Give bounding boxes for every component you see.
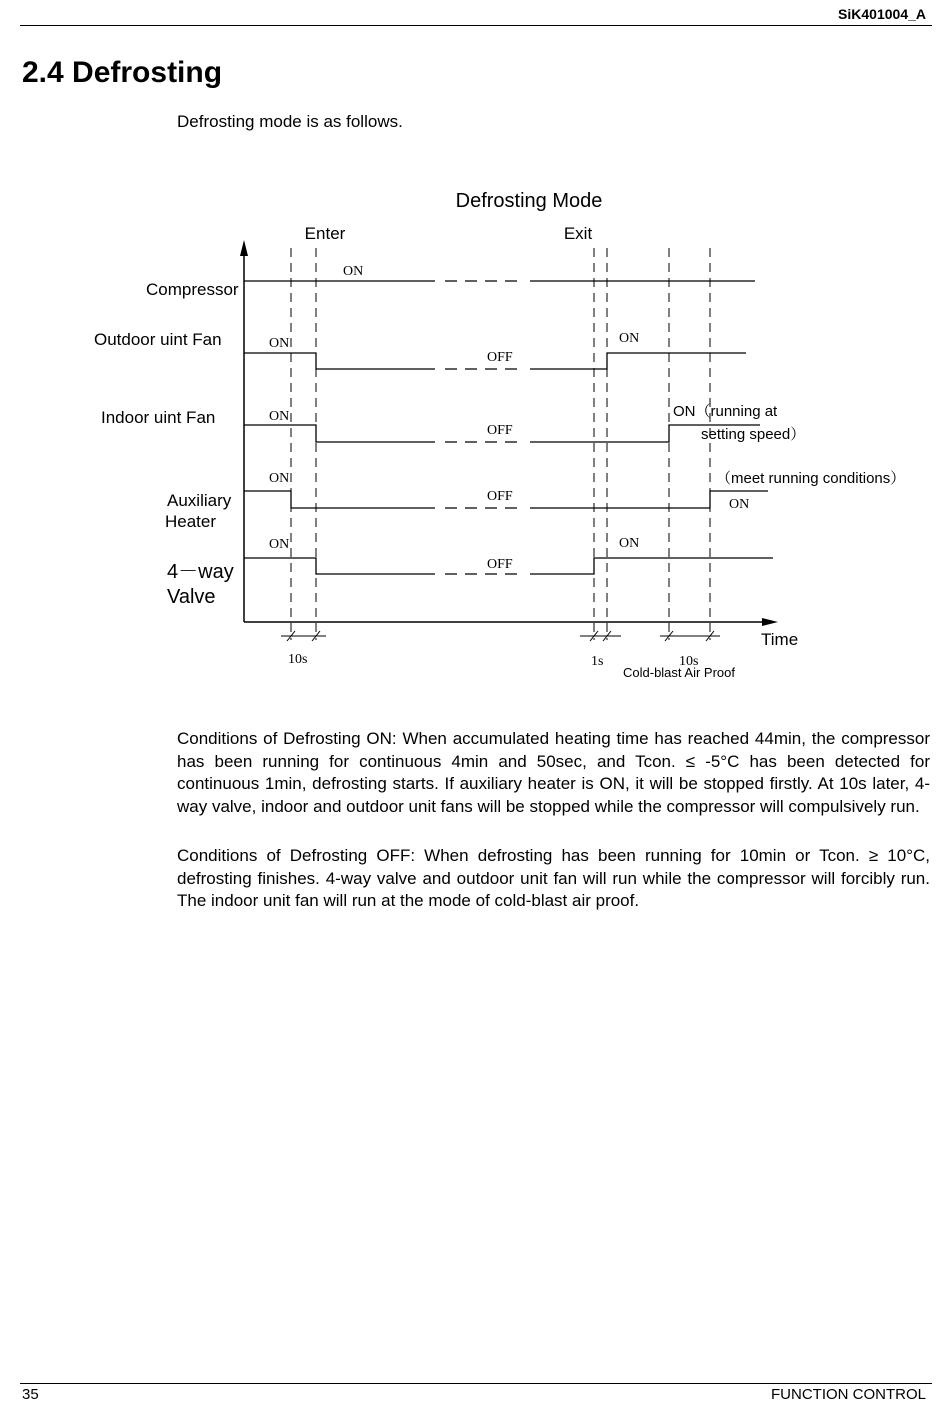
outdoor-fan-on-label: ON	[269, 336, 290, 351]
row-label-valve-1: 4－way	[167, 561, 234, 583]
indoor-fan-on-label: ON	[269, 409, 290, 424]
header-rule	[20, 25, 932, 26]
footer-section-name: FUNCTION CONTROL	[771, 1386, 926, 1403]
section-title: 2.4 Defrosting	[22, 56, 223, 89]
x-axis-arrow	[762, 618, 778, 626]
row-label-outdoor-fan: Outdoor uint Fan	[94, 330, 222, 349]
row-label-aux-heater-1: Auxiliary	[167, 491, 232, 510]
outdoor-fan-on-again-label: ON	[619, 331, 640, 346]
aux-heater-meet-label: （meet running conditions）	[716, 470, 906, 487]
enter-delay-label: 10s	[288, 652, 308, 667]
defrost-off-conditions: Conditions of Defrosting OFF: When defrosting has been running for 10min or Tcon. ≥ 10°C, defrosting finishes. 4-way valve and outdoor unit fan will run while the compressor will forcibly run. The indoor unit fan will run at the mode of cold-blast air proof.	[177, 846, 930, 910]
row-label-valve-2: Valve	[167, 586, 216, 608]
defrost-on-conditions: Conditions of Defrosting ON: When accumulated heating time has reached 44min, the compressor has been running for continuous 4min and 50sec, and Tcon. ≤ -5°C has been detected for continuous 1min, defrosting starts. If auxiliary heater is ON, it will be stopped firstly. At 10s later, 4-way valve, indoor and outdoor unit fans will be stopped while the compressor will compulsively run.	[177, 729, 930, 816]
intro-text: Defrosting mode is as follows.	[177, 112, 403, 131]
valve-on-label: ON	[269, 537, 290, 552]
row-label-aux-heater-2: Heater	[165, 512, 217, 531]
cold-blast-label: Cold-blast Air Proof	[623, 665, 735, 680]
indoor-fan-running-label-1: ON（running at	[673, 403, 778, 420]
diagram-title: Defrosting Mode	[455, 190, 603, 212]
defrosting-timing-diagram	[0, 180, 950, 690]
outdoor-fan-off-label: OFF	[487, 350, 513, 365]
enter-label: Enter	[304, 224, 346, 243]
aux-heater-off-label: OFF	[487, 489, 513, 504]
indoor-fan-running-label-2: setting speed）	[701, 426, 806, 443]
valve-on-again-label: ON	[619, 536, 640, 551]
indoor-fan-off-label: OFF	[487, 423, 513, 438]
document-code: SiK401004_A	[838, 6, 926, 22]
row-label-indoor-fan: Indoor uint Fan	[101, 408, 216, 427]
time-label: Time	[761, 630, 799, 649]
footer-rule	[20, 1383, 932, 1384]
page-number: 35	[22, 1386, 39, 1403]
compressor-on-label: ON	[343, 264, 364, 279]
interval-marks	[281, 631, 720, 641]
exit-label: Exit	[563, 224, 593, 243]
valve-off-label: OFF	[487, 557, 513, 572]
time-markers	[291, 248, 710, 640]
aux-heater-on-label: ON	[269, 471, 290, 486]
exit-delay-label: 1s	[591, 654, 604, 669]
cold-delay-label: 10s	[679, 654, 699, 669]
row-label-compressor: Compressor	[146, 280, 239, 299]
y-axis-arrow	[240, 240, 248, 256]
aux-heater-on-again-label: ON	[729, 497, 750, 512]
